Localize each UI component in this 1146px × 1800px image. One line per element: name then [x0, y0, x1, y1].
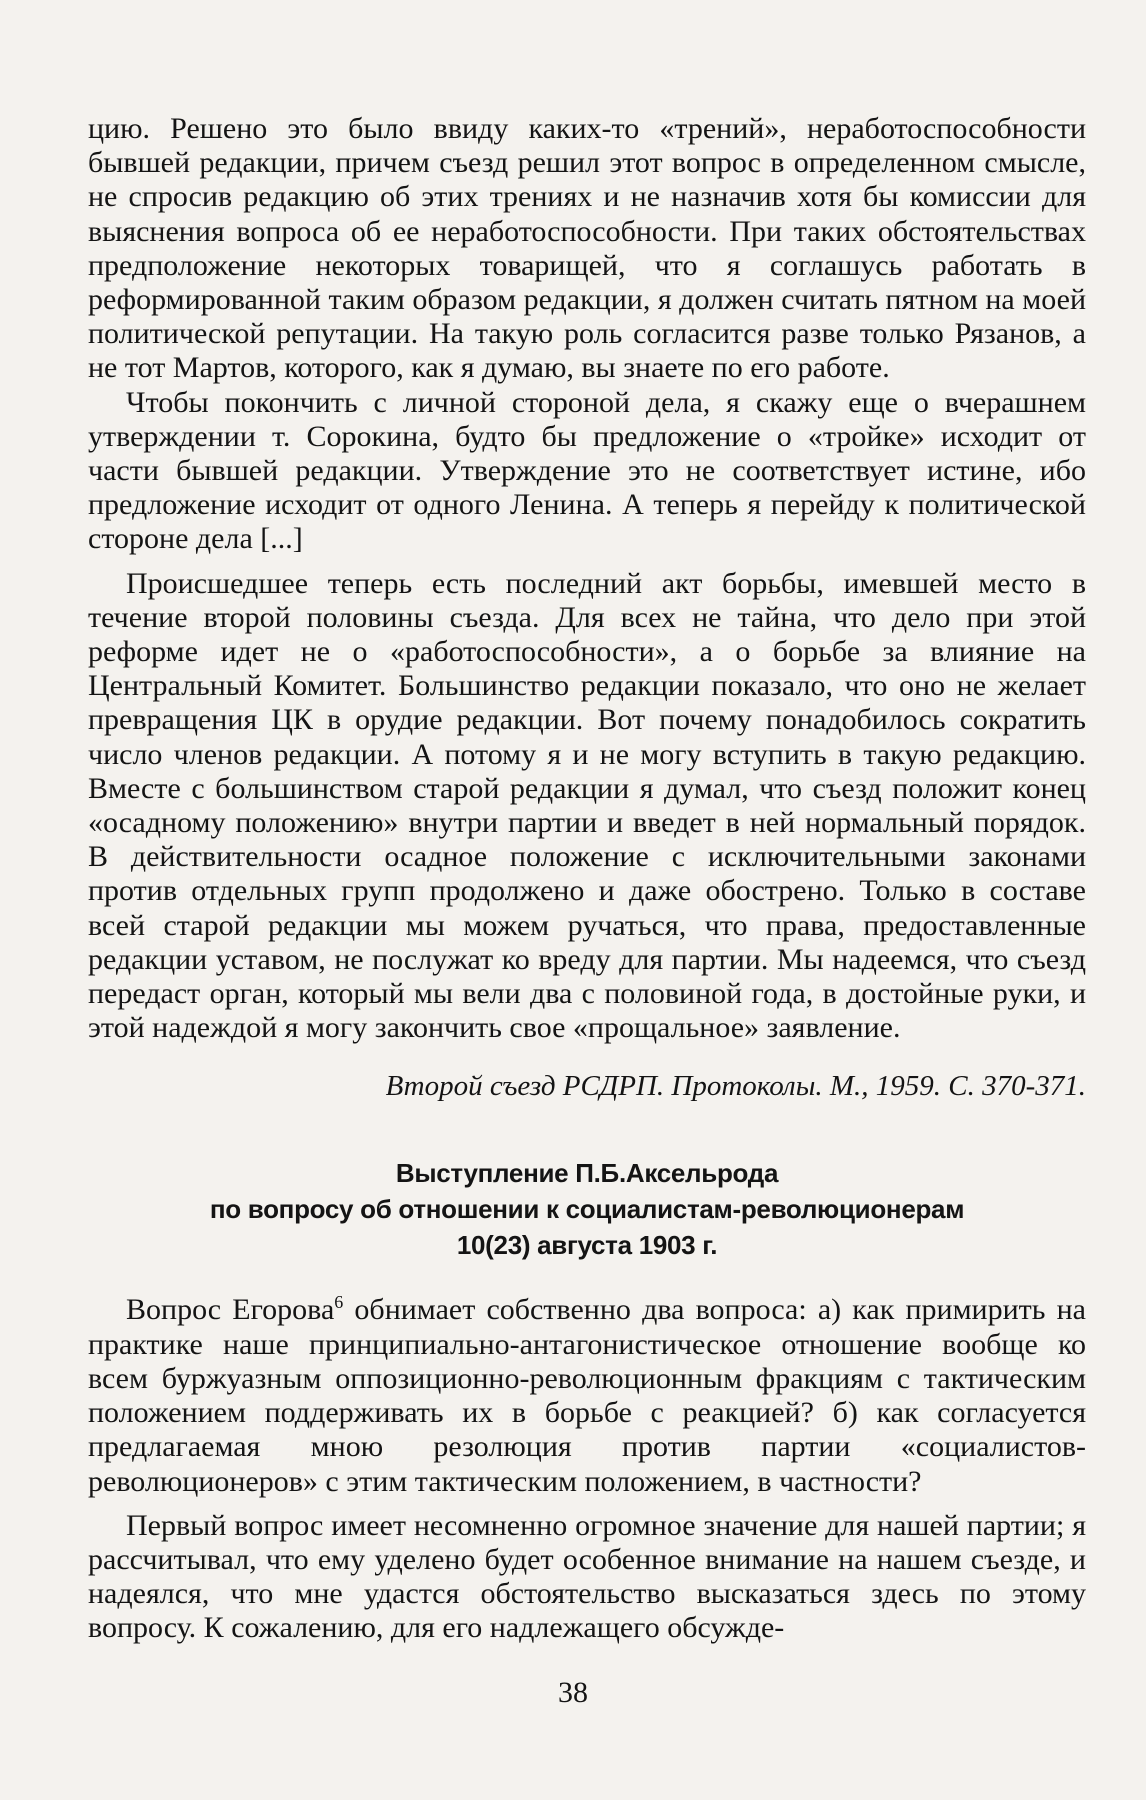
paragraph-4-start: Вопрос Егорова [126, 1293, 335, 1327]
page-number: 38 [558, 1676, 588, 1709]
footnote-marker: 6 [334, 1292, 344, 1313]
page-text [88, 112, 1086, 1646]
paragraph-2: Чтобы покончить с личной стороной дела, я скажу еще о вчерашнем утверждении т. Сорокина, будто бы предложение о «тройке» исходит от части бывшей редакции. Утверждение это не соответствует истине, ибо предложение исходит от одного Ленина. А теперь я перейду к политической стороне дела [...] [88, 385, 1086, 556]
paragraph-3: Происшедшее теперь есть последний акт борьбы, имевшей место в течение второй половины съезда. Для всех не тайна, что дело при этой реформе идет не о «работоспособности», а о борьбе за влияние на Центральный Комитет. Большинство редакции показало, что оно не желает превращения ЦК в орудие редакции. Вот почему понадобилось сократить число членов редакции. А потому я и не могу вступить в такую редакцию. Вместе с большинством старой редакции я думал, что съезд положит конец «осадному положению» внутри партии и введет в ней нормальный порядок. В действительности осадное положение с исключительными законами против отдельных групп продолжено и даже обострено. Только в составе всей старой редакции мы можем ручаться, что права, предоставленные редакции уставом, не послужат ко вреду для партии. Мы надеемся, что съезд передаст орган, который мы вели два с половиной года, в достойные руки, и этой надеждой я могу закончить свое «прощальное» заявление. [88, 566, 1086, 1045]
heading-line-3: 10(23) августа 1903 г. [456, 1230, 718, 1261]
section-heading [88, 1155, 1086, 1263]
source-citation: Второй съезд РСДРП. Протоколы. М., 1959. С. 370-371. [385, 1070, 1086, 1103]
heading-line-2: по вопросу об отношении к социалистам-революционерам [209, 1194, 965, 1225]
paragraph-4 [88, 1293, 1086, 1498]
heading-line-1: Выступление П.Б.Аксельрода [395, 1158, 779, 1189]
paragraph-1: цию. Решено это было ввиду каких-то «трений», неработоспособности бывшей редакции, причем съезд решил этот вопрос в определенном смысле, не спросив редакцию об этих трениях и не назначив хотя бы комиссии для выяснения вопроса об ее неработоспособности. При таких обстоятельствах предположение некоторых товарищей, что я соглашусь работать в реформированной таким образом редакции, я должен считать пятном на моей политической репутации. На такую роль согласится разве только Рязанов, а не тот Мартов, которого, как я думаю, вы знаете по его работе. [88, 112, 1086, 385]
paragraph-5: Первый вопрос имеет несомненно огромное значение для нашей партии; я рассчитывал, что ему уделено будет особенное внимание на нашем съезде, и надеялся, что мне удастся обстоятельство высказаться здесь по этому вопросу. К сожалению, для его надлежащего обсужде- [88, 1508, 1086, 1645]
paragraph-4-rest: обнимает собственно два вопроса: а) как примирить на практике наше принципиально-антагонистическое отношение вообще ко всем буржуазным оппозиционно-революционным фракциям с тактическим положением поддерживать их в борьбе с реакцией? б) как согласуется предлагаемая мною резолюция против партии «социалистов-революционеров» с этим тактическим положением, в частности? [88, 1293, 1086, 1498]
